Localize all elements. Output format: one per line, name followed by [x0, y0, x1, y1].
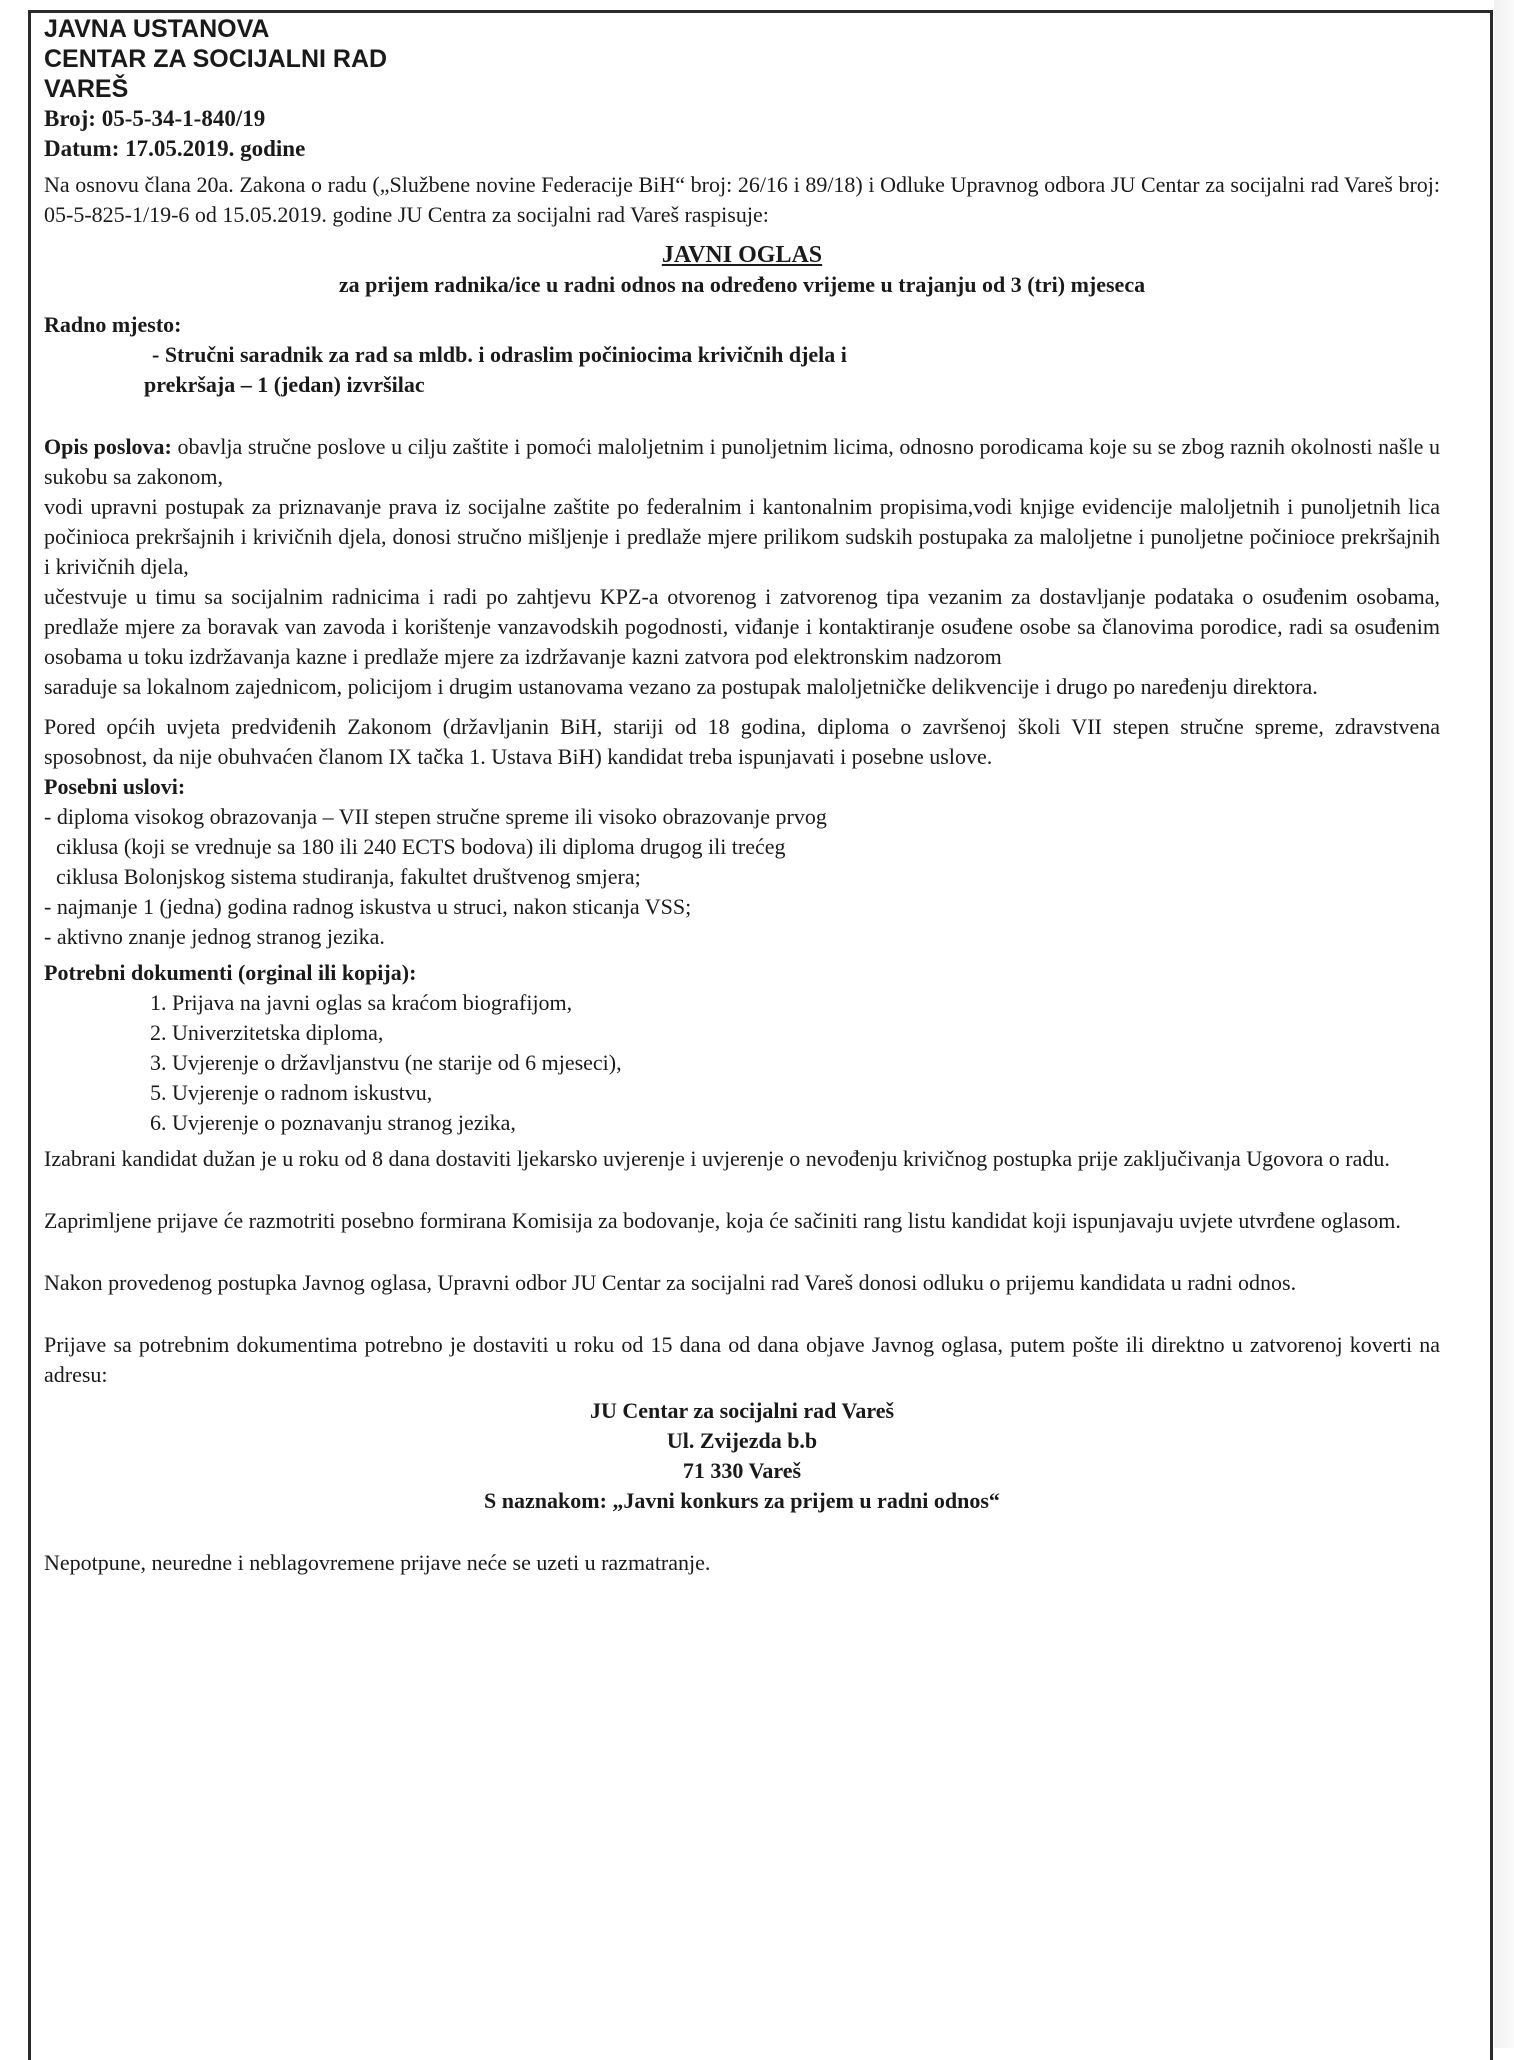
special-condition-line-3: ciklusa Bolonjskog sistema studiranja, fakultet društvenog smjera; — [56, 864, 641, 889]
notice-subtitle: za prijem radnika/ice u radni odnos na određeno vrijeme u trajanju od 3 (tri) mjeseca — [338, 272, 1146, 297]
document-date: Datum: 17.05.2019. godine — [44, 136, 306, 161]
closing-paragraph: Nepotpune, neuredne i neblagovremene prijave neće se uzeti u razmatranje. — [44, 1550, 711, 1575]
documents-label: Potrebni dokumenti (orginal ili kopija): — [44, 960, 417, 985]
duties-paragraph-2: vodi upravni postupak za priznavanje prava iz socijalne zaštite po federalnim i kantonalnim propisima,vodi knjige evidencije maloljetnih i punoljetnih lica počinioca prekršajnih i krivičnih djela, donosi stručno mišljenje i predlaže mjere prilikom sudskih postupaka za maloljetne i punoljetne počinioce prekršajnih i krivičnih djela, — [44, 494, 1440, 579]
position-line-2: prekršaja – 1 (jedan) izvršilac — [144, 372, 425, 397]
selected-candidate-paragraph: Izabrani kandidat dužan je u roku od 8 dana dostaviti ljekarsko uvjerenje i uvjerenje o nevođenju krivičnog postupka prije zaključivanja Ugovora o radu. — [44, 1146, 1390, 1171]
address-line-1: JU Centar za socijalni rad Vareš — [589, 1398, 895, 1423]
special-condition-line-4: - najmanje 1 (jedna) godina radnog iskustva u struci, nakon sticanja VSS; — [44, 894, 692, 919]
address-block — [44, 1396, 1440, 1516]
institution-line-1: JAVNA USTANOVA — [44, 15, 270, 43]
position-line-1: - Stručni saradnik za rad sa mldb. i odraslim počiniocima krivičnih djela i — [152, 342, 847, 367]
address-line-4: S naznakom: „Javni konkurs za prijem u radni odnos“ — [484, 1488, 1000, 1513]
special-conditions-label: Posebni uslovi: — [44, 774, 186, 799]
decision-paragraph: Nakon provedenog postupka Javnog oglasa, Upravni odbor JU Centar za socijalni rad Vareš donosi odluku o prijemu kandidata u radni odnos. — [44, 1270, 1297, 1295]
document-item-1: 1. Prijava na javni oglas sa kraćom biografijom, — [150, 990, 573, 1015]
duties-paragraph-1 — [44, 432, 1440, 492]
header-block — [44, 14, 1440, 164]
document-item-4: 5. Uvjerenje o radnom iskustvu, — [150, 1080, 433, 1105]
special-condition-line-2: ciklusa (koji se vrednuje sa 180 ili 240 ECTS bodova) ili diploma drugog ili trećeg — [56, 834, 786, 859]
intro-paragraph: Na osnovu člana 20a. Zakona o radu („Službene novine Federacije BiH“ broj: 26/16 i 89/18) i Odluke Upravnog odbora JU Centar za socijalni rad Vareš broj: 05-5-825-1/19-6 od 15.05.2019. godine JU Centra za socijalni rad Vareš raspisuje: — [44, 172, 1440, 227]
address-line-2: Ul. Zvijezda b.b — [666, 1428, 818, 1453]
document-item-2: 2. Univerzitetska diploma, — [150, 1020, 384, 1045]
general-conditions-paragraph: Pored općih uvjeta predviđenih Zakonom (državljanin BiH, stariji od 18 godina, diploma o završenoj školi VII stepen stručne spreme, zdravstvena sposobnost, da nije obuhvaćen članom IX tačka 1. Ustava BiH) kandidat treba ispunjavati i posebne uslove. — [44, 714, 1440, 769]
commission-paragraph: Zaprimljene prijave će razmotriti posebno formirana Komisija za bodovanje, koja će sačiniti rang listu kandidat koji ispunjavaju uvjete utvrđene oglasom. — [44, 1208, 1401, 1233]
submission-paragraph: Prijave sa potrebnim dokumentima potrebno je dostaviti u roku od 15 dana od dana objave Javnog oglasa, putem pošte ili direktno u zatvorenoj koverti na adresu: — [44, 1332, 1440, 1387]
notice-document — [44, 14, 1440, 1578]
duties-paragraph-4: saraduje sa lokalnom zajednicom, policijom i drugim ustanovama vezano za postupak maloljetničke delikvencije i drugo po naređenju direktora. — [44, 674, 1318, 699]
page-edge-shadow — [1494, 0, 1514, 2048]
position-label: Radno mjesto: — [44, 312, 182, 337]
document-item-5: 6. Uvjerenje o poznavanju stranog jezika, — [150, 1110, 516, 1135]
institution-line-3: VAREŠ — [44, 75, 129, 103]
special-condition-line-5: - aktivno znanje jednog stranog jezika. — [44, 924, 385, 949]
address-line-3: 71 330 Vareš — [682, 1458, 802, 1483]
duties-label: Opis poslova: — [44, 434, 172, 459]
special-condition-line-1: - diploma visokog obrazovanja – VII stepen stručne spreme ili visoko obrazovanje prvog — [44, 804, 827, 829]
document-item-3: 3. Uvjerenje o državljanstvu (ne starije od 6 mjeseci), — [150, 1050, 622, 1075]
duties-paragraph-3: učestvuje u timu sa socijalnim radnicima i radi po zahtjevu KPZ-a otvorenog i zatvorenog tipa vezanim za dostavljanje podataka o osuđenim osobama, predlaže mjere za boravak van zavoda i korištenje vanzavodskih pogodnosti, viđanje i kontaktiranje osuđene osobe sa članovima porodice, radi sa osuđenim osobama u toku izdržavanja kazne i predlaže mjere za izdržavanje kazni zatvora pod elektronskim nadzorom — [44, 584, 1440, 669]
institution-line-2: CENTAR ZA SOCIJALNI RAD — [44, 45, 388, 73]
notice-title: JAVNI OGLAS — [661, 242, 823, 268]
duties-text-1: obavlja stručne poslove u cilju zaštite i pomoći maloljetnim i punoljetnim licima, odnosno porodicama koje su se zbog raznih okolnosti našle u sukobu sa zakonom, — [44, 434, 1440, 489]
document-number: Broj: 05-5-34-1-840/19 — [44, 106, 266, 131]
